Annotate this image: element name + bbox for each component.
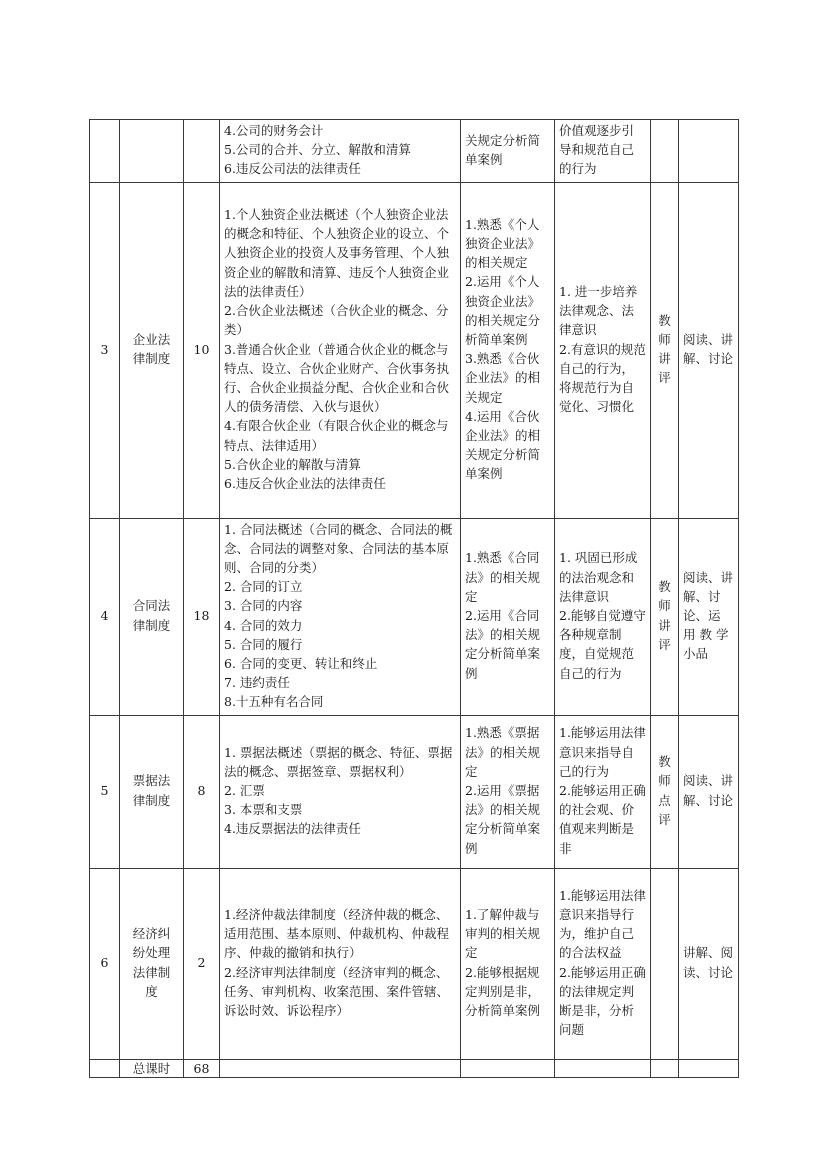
form-cell: 阅读、讲解、讨论: [679, 715, 739, 868]
values-cell: [555, 715, 651, 868]
knowledge-item: 关规定分析简单案例: [465, 132, 541, 167]
content-item: 1.个人独资企业法概述（个人独资企业法的概念和特征、个人独资企业的设立、个人独资企业的投资人及事务管理、个人独资企业的解散和清算、违反个人独资企业法的法律责任）: [224, 207, 450, 299]
knowledge-item: 1.熟悉《个人独资企业法》的相关规定: [465, 216, 541, 271]
values-item: 2.有意识的规范自己的行为，将规范行为自觉化、习惯化: [559, 341, 646, 415]
content-cell: [220, 120, 461, 183]
values-cell: [555, 868, 651, 1059]
row-number: [90, 120, 120, 183]
knowledge-item: 3.熟悉《合伙企业法》的相关规定: [465, 351, 541, 405]
content-item: 5. 合同的履行: [224, 636, 303, 652]
method-cell: 教师讲评: [651, 182, 679, 518]
knowledge-cell: [461, 120, 555, 183]
module-hours: [184, 120, 220, 183]
total-row: [90, 1059, 739, 1077]
total-empty-cell: [679, 1059, 739, 1077]
knowledge-cell: [461, 868, 555, 1059]
content-item: 4.有限合伙企业（有限合伙企业的概念与特点、法律适用）: [224, 418, 449, 453]
knowledge-item: 2.运用《合同法》的相关规定分析简单案例: [465, 608, 541, 681]
knowledge-item: 1.熟悉《合同法》的相关规定: [465, 550, 541, 604]
total-empty-cell: [651, 1059, 679, 1077]
total-empty-cell: [461, 1059, 555, 1077]
row-number: 4: [90, 518, 120, 715]
table-row: [90, 715, 739, 868]
module-name-line: 合同法: [132, 598, 171, 614]
values-item: 价值观逐步引导和规范自己的行为: [559, 123, 635, 177]
content-item: 4.公司的财务会计: [224, 123, 324, 138]
row-number: 3: [90, 182, 120, 518]
table-row: [90, 120, 739, 183]
module-hours: 18: [184, 518, 220, 715]
module-name-line: 经济纠: [132, 926, 171, 942]
content-item: 6.违反公司法的法律责任: [224, 161, 361, 177]
syllabus-table: [89, 119, 739, 1078]
content-cell: [220, 518, 461, 715]
content-cell: [220, 868, 461, 1059]
content-item: 6. 合同的变更、转让和终止: [224, 656, 378, 672]
total-hours: 68: [184, 1059, 220, 1077]
content-item: 5.合伙企业的解散与清算: [224, 456, 361, 472]
total-label: 总课时: [120, 1059, 184, 1077]
knowledge-cell: [461, 715, 555, 868]
values-item: 2.能够运用正确的法律规定判断是非，分析问题: [559, 964, 646, 1038]
knowledge-cell: [461, 182, 555, 518]
content-item: 2. 汇票: [224, 783, 265, 799]
values-item: 1. 进一步培养法律观念、法律意识: [559, 283, 638, 338]
module-name: [120, 868, 184, 1059]
module-hours: 10: [184, 182, 220, 518]
values-cell: [555, 120, 651, 183]
module-name-line: 法律制: [132, 964, 171, 980]
content-cell: [220, 715, 461, 868]
module-hours: 2: [184, 868, 220, 1059]
content-item: 3. 本票和支票: [224, 802, 303, 818]
content-item: 8.十五种有名合同: [224, 694, 324, 710]
table-row: [90, 182, 739, 518]
module-name-line: 律制度: [132, 351, 171, 367]
values-cell: [555, 518, 651, 715]
content-item: 1. 合同法概述（合同的概念、合同法的概念、合同法的调整对象、合同法的基本原则、合同的分类）: [224, 521, 453, 576]
form-cell: [679, 120, 739, 183]
content-item: 2.合伙企业法概述（合伙企业的概念、分类）: [224, 303, 449, 338]
values-item: 1.能够运用法律意识来指导自己的行为: [559, 725, 646, 779]
total-empty-cell: [555, 1059, 651, 1077]
knowledge-item: 1.熟悉《票据法》的相关规定: [465, 725, 541, 779]
content-cell: [220, 182, 461, 518]
method-cell: [651, 868, 679, 1059]
content-item: 2. 合同的订立: [224, 579, 303, 595]
form-cell: 讲解、阅读、讨论: [679, 868, 739, 1059]
method-cell: 教师讲评: [651, 518, 679, 715]
content-item: 5.公司的合并、分立、解散和清算: [224, 142, 411, 158]
row-number: 6: [90, 868, 120, 1059]
content-item: 4. 合同的效力: [224, 617, 303, 633]
module-hours: 8: [184, 715, 220, 868]
content-item: 2.经济审判法律制度（经济审判的概念、任务、审判机构、收案范围、案件管辖、诉讼时效、诉讼程序）: [224, 964, 450, 1019]
content-item: 3.普通合伙企业（普通合伙企业的概念与特点、设立、合伙企业财产、合伙事务执行、合伙企业损益分配、合伙企业和合伙人的债务清偿、入伙与退伙）: [224, 341, 450, 415]
form-cell: 阅读、讲解、讨论、运 用 教 学小品: [679, 518, 739, 715]
table-row: [90, 868, 739, 1059]
module-name-line: 纷处理: [132, 945, 171, 961]
content-item: 3. 合同的内容: [224, 598, 303, 614]
module-name: [120, 182, 184, 518]
module-name: [120, 120, 184, 183]
knowledge-item: 1.了解仲裁与审判的相关规定: [465, 907, 541, 961]
module-name-line: 律制度: [132, 792, 171, 808]
module-name-line: 票据法: [132, 773, 171, 789]
values-item: 1.能够运用法律意识来指导行为，维护自己的合法权益: [559, 887, 646, 961]
form-cell: 阅读、讲解、讨论: [679, 182, 739, 518]
knowledge-item: 2.能够根据规定判别是非，分析简单案例: [465, 964, 541, 1019]
knowledge-item: 2.运用《个人独资企业法》的相关规定分析简单案例: [465, 274, 541, 347]
module-name: [120, 518, 184, 715]
table-row: [90, 518, 739, 715]
values-cell: [555, 182, 651, 518]
row-number: 5: [90, 715, 120, 868]
content-item: 7. 违约责任: [224, 675, 290, 691]
values-item: 1. 巩固已形成的法治观念和法律意识: [559, 550, 638, 604]
knowledge-item: 4.运用《合伙企业法》的相关规定分析简单案例: [465, 408, 541, 482]
method-cell: [651, 120, 679, 183]
module-name-line: 律制度: [132, 617, 171, 633]
total-empty-cell: [220, 1059, 461, 1077]
method-cell: 教师点评: [651, 715, 679, 868]
values-item: 2.能够运用正确的社会观、价值观来判断是非: [559, 783, 646, 856]
knowledge-cell: [461, 518, 555, 715]
module-name-line: 度: [145, 983, 158, 999]
total-empty-cell: [90, 1059, 120, 1077]
content-item: 1.经济仲裁法律制度（经济仲裁的概念、适用范围、基本原则、仲裁机构、仲裁程序、仲裁的撤销和执行）: [224, 907, 450, 961]
module-name: [120, 715, 184, 868]
content-item: 1. 票据法概述（票据的概念、特征、票据法的概念、票据签章、票据权利）: [224, 744, 453, 779]
content-item: 6.违反合伙企业法的法律责任: [224, 475, 386, 491]
content-item: 4.违反票据法的法律责任: [224, 821, 361, 837]
module-name-line: 企业法: [132, 331, 171, 347]
values-item: 2.能够自觉遵守各种规章制度，自觉规范自己的行为: [559, 608, 646, 681]
knowledge-item: 2.运用《票据法》的相关规定分析简单案例: [465, 783, 541, 856]
